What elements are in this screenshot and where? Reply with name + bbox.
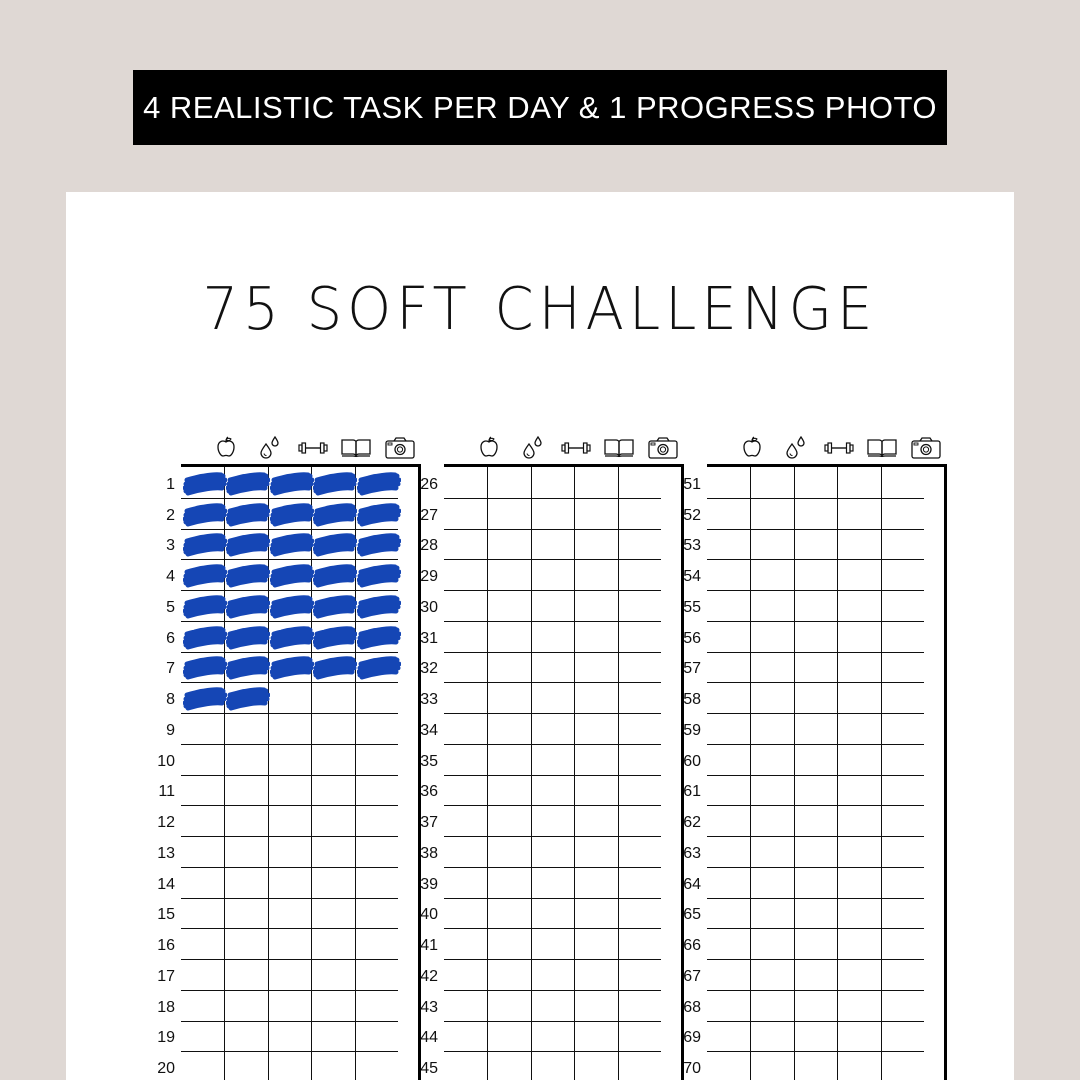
row-line — [444, 1021, 661, 1022]
row-line — [444, 959, 661, 960]
day-number: 7 — [166, 660, 175, 678]
camera-icon — [380, 428, 420, 460]
task-checkbox-done[interactable] — [183, 531, 227, 562]
row-line — [444, 713, 661, 714]
day-number: 20 — [157, 1060, 175, 1077]
day-number: 26 — [420, 475, 438, 493]
book-icon — [599, 428, 639, 460]
day-number: 34 — [420, 721, 438, 739]
day-number: 66 — [683, 937, 701, 954]
row-line — [707, 867, 924, 868]
row-line — [444, 928, 661, 929]
day-number: 16 — [157, 937, 175, 954]
row-line — [444, 744, 661, 745]
row-line — [707, 1021, 924, 1022]
dumbbell-icon — [556, 428, 596, 460]
day-number: 64 — [683, 875, 701, 893]
row-line — [181, 805, 398, 806]
book-icon — [862, 428, 902, 460]
task-checkbox-done[interactable] — [357, 562, 401, 593]
header-banner — [133, 70, 947, 145]
day-number: 10 — [157, 752, 175, 770]
row-line — [707, 836, 924, 837]
day-number: 33 — [420, 691, 438, 708]
task-checkbox-done[interactable] — [357, 593, 401, 624]
day-number: 52 — [683, 506, 701, 524]
day-number: 29 — [420, 568, 438, 585]
row-line — [444, 559, 661, 560]
task-checkbox-done[interactable] — [357, 654, 401, 685]
day-number: 61 — [683, 783, 701, 801]
row-line — [181, 744, 398, 745]
page-title: 75 SOFT CHALLENGE — [202, 275, 878, 344]
day-number: 6 — [166, 629, 175, 647]
row-line — [707, 990, 924, 991]
day-number: 4 — [166, 568, 175, 585]
day-number: 18 — [157, 998, 175, 1016]
day-number: 63 — [683, 844, 701, 862]
apple-icon — [732, 428, 772, 460]
row-line — [181, 836, 398, 837]
row-line — [707, 713, 924, 714]
day-number: 30 — [420, 598, 438, 616]
day-number: 35 — [420, 752, 438, 770]
task-checkbox-done[interactable] — [313, 531, 357, 562]
task-checkbox-done[interactable] — [183, 470, 227, 501]
row-line — [707, 621, 924, 622]
day-column-3 — [683, 428, 947, 1080]
row-line — [444, 990, 661, 991]
camera-icon — [643, 428, 683, 460]
dumbbell-icon — [293, 428, 333, 460]
task-checkbox-done[interactable] — [226, 470, 270, 501]
day-number: 8 — [166, 691, 175, 708]
task-checkbox-done[interactable] — [226, 654, 270, 685]
row-line — [707, 590, 924, 591]
task-checkbox-done[interactable] — [270, 654, 314, 685]
banner-text: 4 REALISTIC TASK PER DAY & 1 PROGRESS PHOTO — [143, 89, 937, 125]
task-checkbox-done[interactable] — [313, 470, 357, 501]
task-checkbox-done[interactable] — [357, 501, 401, 532]
water-drops-icon — [249, 428, 289, 460]
row-line — [707, 1051, 924, 1052]
day-number: 11 — [158, 783, 175, 801]
task-checkbox-done[interactable] — [226, 501, 270, 532]
day-number: 45 — [420, 1060, 438, 1077]
row-line — [181, 959, 398, 960]
day-column-2 — [420, 428, 684, 1080]
day-number: 2 — [166, 506, 175, 524]
day-number: 39 — [420, 875, 438, 893]
camera-icon — [906, 428, 946, 460]
task-checkbox-done[interactable] — [270, 470, 314, 501]
row-line — [181, 775, 398, 776]
row-line — [181, 990, 398, 991]
day-number: 3 — [166, 537, 175, 555]
day-number: 12 — [157, 814, 175, 831]
row-line — [444, 836, 661, 837]
row-line — [707, 775, 924, 776]
task-checkbox-done[interactable] — [313, 654, 357, 685]
task-checkbox-done[interactable] — [270, 531, 314, 562]
day-number: 69 — [683, 1029, 701, 1047]
row-line — [444, 590, 661, 591]
row-line — [707, 959, 924, 960]
day-number: 53 — [683, 537, 701, 555]
day-number: 36 — [420, 783, 438, 801]
task-checkbox-done[interactable] — [183, 593, 227, 624]
grid-frame — [444, 464, 684, 1080]
day-number: 38 — [420, 844, 438, 862]
row-line — [707, 744, 924, 745]
water-drops-icon — [775, 428, 815, 460]
task-checkbox-done[interactable] — [270, 562, 314, 593]
day-number: 32 — [420, 660, 438, 678]
row-line — [444, 652, 661, 653]
day-number: 67 — [683, 967, 701, 985]
day-number: 43 — [420, 998, 438, 1016]
task-checkbox-done[interactable] — [183, 562, 227, 593]
day-number: 68 — [683, 998, 701, 1016]
day-number: 14 — [157, 875, 175, 893]
row-line — [707, 928, 924, 929]
day-number: 15 — [157, 906, 175, 924]
row-line — [444, 898, 661, 899]
row-line — [444, 529, 661, 530]
row-line — [444, 867, 661, 868]
day-number: 55 — [683, 598, 701, 616]
row-line — [444, 775, 661, 776]
row-line — [181, 867, 398, 868]
task-checkbox-done[interactable] — [270, 624, 314, 655]
row-line — [707, 805, 924, 806]
task-checkbox-done[interactable] — [183, 624, 227, 655]
day-number: 70 — [683, 1060, 701, 1077]
day-number: 59 — [683, 721, 701, 739]
task-checkbox-done[interactable] — [357, 624, 401, 655]
task-checkbox-done[interactable] — [313, 593, 357, 624]
row-line — [444, 805, 661, 806]
row-line — [444, 1051, 661, 1052]
day-number: 1 — [166, 475, 175, 493]
day-number: 44 — [420, 1029, 438, 1047]
row-line — [181, 1021, 398, 1022]
task-checkbox-done[interactable] — [357, 531, 401, 562]
book-icon — [336, 428, 376, 460]
row-line — [707, 498, 924, 499]
day-number: 27 — [420, 506, 438, 524]
grid-frame — [707, 464, 947, 1080]
row-line — [181, 1051, 398, 1052]
task-checkbox-done[interactable] — [183, 654, 227, 685]
day-number: 13 — [157, 844, 175, 862]
day-column-1 — [157, 428, 421, 1080]
task-checkbox-done[interactable] — [313, 624, 357, 655]
row-line — [444, 621, 661, 622]
task-checkbox-done[interactable] — [183, 501, 227, 532]
day-number: 31 — [420, 629, 438, 647]
day-number: 65 — [683, 906, 701, 924]
row-line — [444, 682, 661, 683]
day-number: 28 — [420, 537, 438, 555]
row-line — [444, 498, 661, 499]
day-number: 42 — [420, 967, 438, 985]
task-checkbox-done[interactable] — [226, 593, 270, 624]
task-checkbox-done[interactable] — [226, 562, 270, 593]
day-number: 58 — [683, 691, 701, 708]
water-drops-icon — [512, 428, 552, 460]
task-checkbox-done[interactable] — [270, 593, 314, 624]
day-number: 9 — [166, 721, 175, 739]
task-checkbox-done[interactable] — [313, 501, 357, 532]
day-number: 51 — [683, 475, 701, 493]
row-line — [707, 529, 924, 530]
task-checkbox-done[interactable] — [270, 501, 314, 532]
row-line — [707, 898, 924, 899]
day-number: 5 — [166, 598, 175, 616]
task-checkbox-done[interactable] — [226, 531, 270, 562]
row-line — [707, 652, 924, 653]
day-number: 60 — [683, 752, 701, 770]
day-number: 37 — [420, 814, 438, 831]
row-line — [707, 682, 924, 683]
dumbbell-icon — [819, 428, 859, 460]
day-number: 54 — [683, 568, 701, 585]
row-line — [181, 898, 398, 899]
task-checkbox-done[interactable] — [183, 685, 227, 716]
tracker-sheet — [66, 192, 1014, 1080]
apple-icon — [206, 428, 246, 460]
day-number: 56 — [683, 629, 701, 647]
task-checkbox-done[interactable] — [226, 624, 270, 655]
task-checkbox-done[interactable] — [226, 685, 270, 716]
apple-icon — [469, 428, 509, 460]
day-number: 40 — [420, 906, 438, 924]
day-number: 57 — [683, 660, 701, 678]
day-number: 19 — [157, 1029, 175, 1047]
day-number: 41 — [420, 937, 438, 954]
day-number: 17 — [157, 967, 175, 985]
day-number: 62 — [683, 814, 701, 831]
row-line — [707, 559, 924, 560]
task-checkbox-done[interactable] — [357, 470, 401, 501]
task-checkbox-done[interactable] — [313, 562, 357, 593]
row-line — [181, 928, 398, 929]
